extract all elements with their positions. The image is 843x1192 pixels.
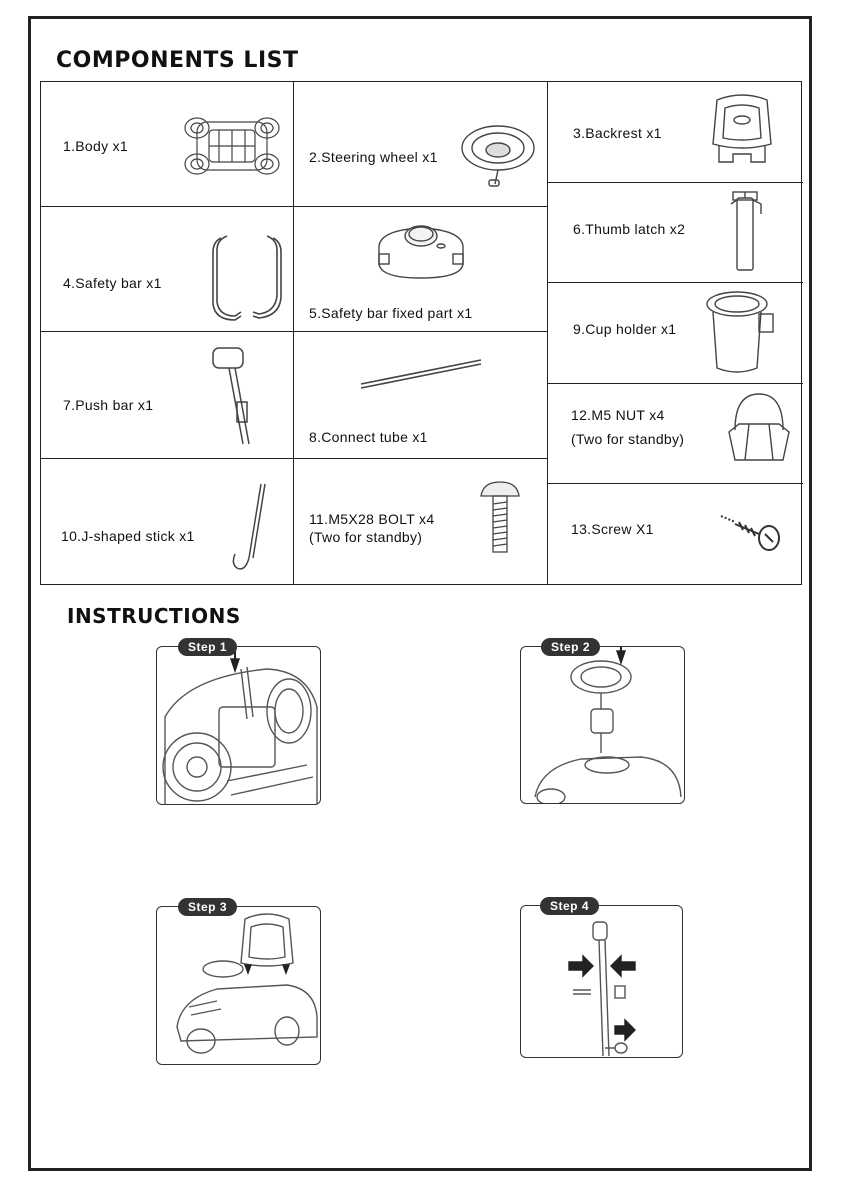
- step-3-illustration: [157, 907, 321, 1065]
- component-label-bolt: [309, 510, 434, 546]
- component-label-screw: 13.Screw X1: [571, 521, 654, 537]
- component-label-backrest: 3.Backrest x1: [573, 125, 662, 141]
- components-list-title: COMPONENTS LIST: [56, 48, 299, 73]
- component-label-safety-bar: 4.Safety bar x1: [63, 275, 162, 291]
- instructions-title: INSTRUCTIONS: [67, 604, 241, 628]
- body-illustration: [179, 110, 285, 182]
- j-shaped-stick-illustration: [227, 480, 277, 580]
- grid-divider: [41, 458, 547, 459]
- step-3-badge: Step 3: [178, 898, 237, 916]
- grid-divider: [293, 82, 294, 584]
- grid-divider: [547, 182, 803, 183]
- nut-note-line: (Two for standby): [571, 431, 685, 447]
- safety-bar-illustration: [207, 232, 287, 324]
- grid-divider: [547, 483, 803, 484]
- step-1-badge: Step 1: [178, 638, 237, 656]
- component-qty: x1: [457, 305, 473, 321]
- step-4-badge: Step 4: [540, 897, 599, 915]
- component-label-nut: [571, 406, 684, 448]
- backrest-illustration: [703, 92, 781, 168]
- component-label-steering-wheel: 2.Steering wheel x1: [309, 149, 438, 165]
- grid-divider: [41, 206, 547, 207]
- nut-label-line: 12.M5 NUT x4: [571, 407, 665, 423]
- step-2-badge: Step 2: [541, 638, 600, 656]
- steering-wheel-illustration: [457, 120, 539, 190]
- step-4-illustration: [521, 906, 683, 1058]
- grid-divider: [547, 282, 803, 283]
- component-label-body: 1.Body x1: [63, 138, 128, 154]
- step-2-illustration: [521, 647, 685, 804]
- component-label-cup-holder: 9.Cup holder x1: [573, 321, 677, 337]
- bolt-illustration: [475, 480, 525, 556]
- step-1-illustration: [157, 647, 321, 805]
- nut-illustration: [725, 388, 793, 470]
- bolt-note-line: (Two for standby): [309, 529, 423, 545]
- grid-divider: [547, 82, 548, 584]
- push-bar-illustration: [207, 344, 277, 454]
- screw-illustration: [717, 512, 783, 554]
- component-label-j-shaped-stick: 10.J-shaped stick x1: [61, 528, 195, 544]
- step-2-panel: [520, 646, 685, 804]
- component-label-thumb-latch: 6.Thumb latch x2: [573, 221, 686, 237]
- component-label-safety-bar-fixed-part: 5.Safety bar fixed part x1: [309, 305, 473, 321]
- step-4-panel: [520, 905, 683, 1058]
- component-label-connect-tube: 8.Connect tube x1: [309, 429, 428, 445]
- safety-bar-fixed-part-illustration: [371, 216, 471, 286]
- grid-divider: [41, 331, 547, 332]
- components-grid: [40, 81, 802, 585]
- thumb-latch-illustration: [727, 190, 767, 274]
- step-3-panel: [156, 906, 321, 1065]
- grid-divider: [547, 383, 803, 384]
- cup-holder-illustration: [701, 288, 781, 378]
- connect-tube-illustration: [357, 358, 487, 392]
- component-label-push-bar: 7.Push bar x1: [63, 397, 154, 413]
- step-1-panel: [156, 646, 321, 805]
- bolt-label-line: 11.M5X28 BOLT x4: [309, 511, 435, 527]
